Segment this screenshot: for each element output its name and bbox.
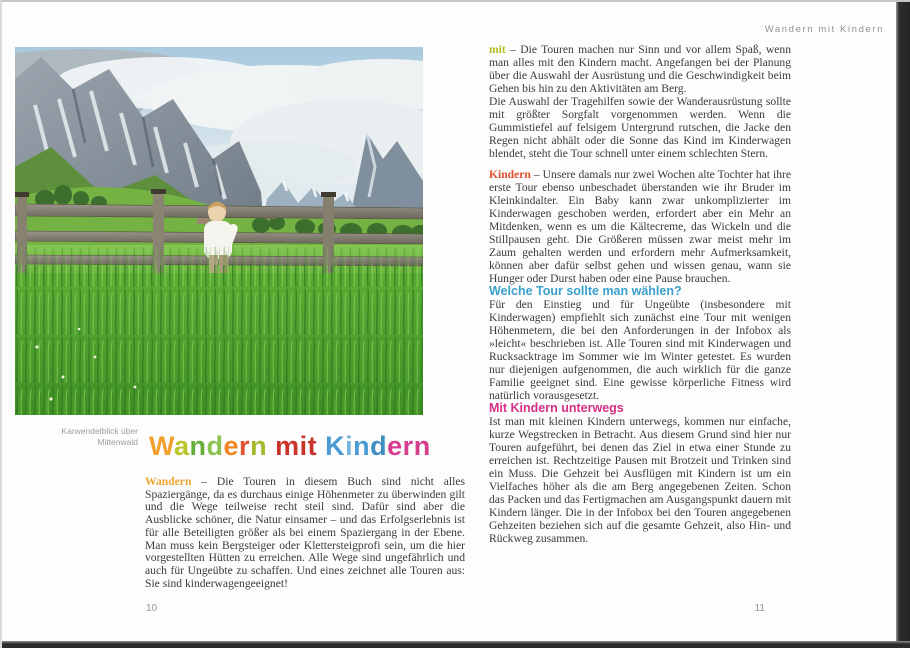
keyword-kindern: Kindern [489, 168, 531, 181]
alpine-meadow-photo [15, 47, 423, 415]
left-body-paragraph: – Die Touren in diesem Buch sind nicht alles Spaziergänge, da es durchaus einige Höhenmeter zu überwinden gilt und die Wege teilweise recht steil sind. Dafür sind aber die Ausblicke schöner, die Natur einsamer – und das Erfolgserlebnis ist für alle Beteiligten größer als bei einem Spaziergang in der Ebene. Man muss kein Bergsteiger oder Klettersteigprofi sein, um die hier vorgestellten Hütten zu erreichen. Alle Wege sind ungefährlich und auch für Ungeübte zu schaffen. Und eines zeichnet alle Touren aus: Sie sind kinderwagengeeignet! [145, 475, 465, 590]
subheading-unterwegs: Mit Kindern unterwegs [489, 401, 624, 415]
paragraph-tour-wahl: Für den Einstieg und für Ungeübte (insbesondere mit Kinderwagen) empfiehlt sich zunächst eine Tour mit wenigen Höhenmetern, die bei den Anforderungen in der Infobox als »leicht« beschrieben ist. Alle Touren sind mit Kinderwagen und Rucksacktrage im Sommer wie im Winter getestet. Es wurden nur diejenigen aufgenommen, die auch wirklich für die ganze Familie geeignet sind. Eine gewisse körperliche Fitness wird natürlich vorausgesetzt. [489, 298, 791, 402]
chapter-title: Wandern mit Kindern [149, 431, 431, 461]
paragraph-mit: – Die Touren machen nur Sinn und vor allem Spaß, wenn man alles mit den Kindern macht. Angefangen bei der Planung über die Auswahl der Ausrüstung und die Geschwindigkeit beim Gehen bis hin zu den Aktivitäten am Berg. [489, 43, 791, 95]
photo-caption-line1: Karwendelblick über [61, 426, 138, 436]
paragraph-kindern: – Unsere damals nur zwei Wochen alte Tochter hat ihre erste Tour ebenso unbeschadet überstanden wie ihr Bruder im Kleinkindalter. Ein Baby kann zwar unkomplizierter im Kinderwagen geschoben werden, erfordert aber ein Mehr an Mitdenken, wenn es um die Kältecreme, das Wickeln und die Stillpausen geht. Die Größeren müssen zwar meist mehr im Zaum gehalten werden und erfordern mehr Aufmerksamkeit, können aber dafür selbst gehen und wissen genau, wann sie Hunger oder Durst haben oder eine Pause brauchen. [489, 168, 791, 285]
photo-caption-line2: Mittenwald [97, 437, 138, 447]
page-number-left: 10 [146, 603, 158, 614]
page-number-right: 11 [754, 603, 765, 614]
paragraph-unterwegs: Ist man mit kleinen Kindern unterwegs, kommen nur einfache, kurze Wegstrecken in Betracht. Aus diesem Grund sind hier nur Touren aufgeführt, bei denen das Ziel in etwa einer Stunde zu erreichen ist. Rechtzeitige Pausen mit Brotzeit und Trinken sind ein Muss. Die Gehzeit bei Ausflügen mit Kindern ist um ein Vielfaches höher als die am Berg angegebenen Zeiten. Schon das Packen und das Fertigmachen am Ausgangspunkt dauern mit Kindern länger. Die in der Infobox bei den Touren angegebenen Gehzeiten beziehen sich auf die gesamte Gehzeit, also Hin- und Rückweg zusammen. [489, 415, 791, 545]
keyword-wandern: Wandern [145, 475, 192, 488]
subheading-tour-wahl: Welche Tour sollte man wählen? [489, 284, 682, 298]
photo-caption [36, 426, 138, 448]
scan-edge-right [896, 2, 910, 648]
running-header: Wandern mit Kindern [764, 24, 884, 35]
left-body-text [145, 476, 465, 590]
foreground-grass [15, 247, 423, 415]
scan-edge-bottom [2, 641, 910, 648]
right-body-text [489, 43, 791, 545]
paragraph-ausruestung: Die Auswahl der Tragehilfen sowie der Wanderausrüstung sollte mit größter Sorgfalt vorgenommen werden. Wenn die Gummistiefel auf felsigem Untergrund rutschen, die Jacke den Regen nicht abhält oder die Sonne das Kind im Kinderwagen blendet, steht die Tour schnell unter einem schlechten Stern. [489, 95, 791, 160]
keyword-mit: mit [489, 43, 506, 56]
